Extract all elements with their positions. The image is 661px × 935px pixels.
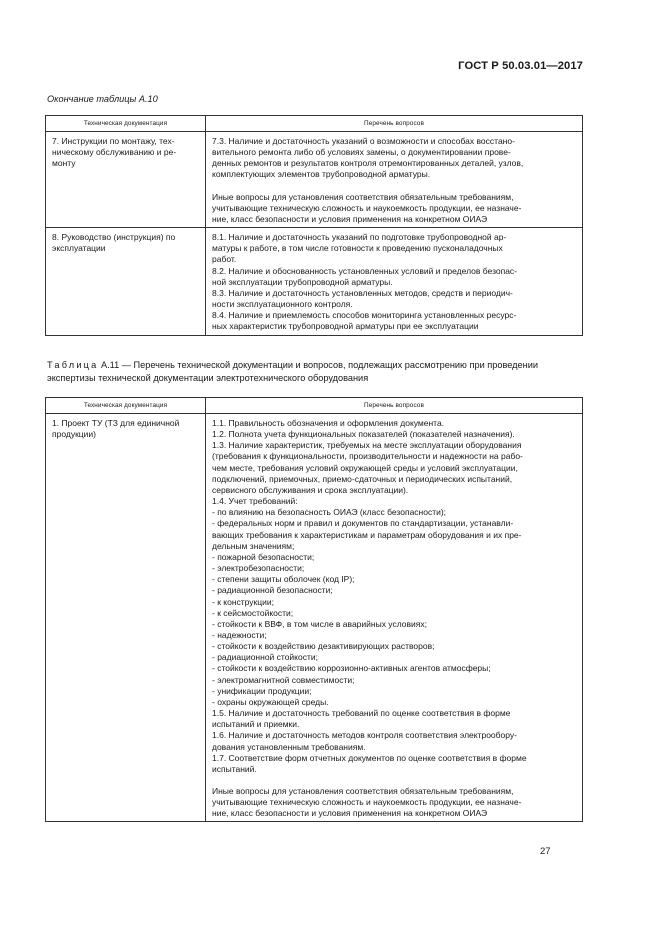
cell-line: работ. bbox=[212, 254, 237, 265]
cell-line: денных ремонтов и результатов контроля отремонтированных деталей, узлов, bbox=[212, 158, 524, 169]
cell-line: сервисного обслуживания и срока эксплуатации). bbox=[212, 484, 409, 495]
paragraph-gap bbox=[212, 775, 576, 786]
table-header-row bbox=[46, 116, 583, 132]
cell-line: - радиационной безопасности; bbox=[212, 585, 333, 596]
cell-line: дования установленным требованиям. bbox=[212, 741, 366, 752]
cell-line: - охраны окружающей среды. bbox=[212, 696, 329, 707]
cell-line: - унификации продукции; bbox=[212, 685, 312, 696]
page-number: 27 bbox=[540, 846, 551, 857]
cell-line: Иные вопросы для установления соответствия обязательным требованиям, bbox=[212, 191, 514, 202]
cell-line: комплектующих элементов трубопроводной арматуры. bbox=[212, 169, 431, 180]
cell-line: чем месте, требования условий окружающей среды и условий эксплуатации, bbox=[212, 462, 518, 473]
cell-line: 8. Руководство (инструкция) по bbox=[52, 232, 176, 243]
table-a11 bbox=[45, 397, 583, 822]
cell-line: - к сейсмостойкости; bbox=[212, 607, 294, 618]
questions-cell bbox=[206, 228, 583, 335]
cell-line: - электромагнитной совместимости; bbox=[212, 674, 355, 685]
cell-line: ническому обслуживанию и ре- bbox=[52, 147, 177, 158]
table-a10-caption: Окончание таблицы А.10 bbox=[47, 94, 158, 104]
caption-label: Таблица bbox=[47, 360, 99, 370]
cell-line: - стойкости к воздействию дезактивирующих растворов; bbox=[212, 641, 435, 652]
cell-line: ности эксплуатационного контроля. bbox=[212, 299, 353, 310]
cell-line: 8.4. Наличие и приемлемость способов мониторинга установленных ресурс- bbox=[212, 310, 517, 321]
cell-line: испытаний. bbox=[212, 763, 257, 774]
cell-line: 1.4. Учет требований: bbox=[212, 496, 298, 507]
table-row bbox=[46, 228, 583, 335]
cell-line: вительного ремонта либо об условиях замены, о документировании прове- bbox=[212, 147, 511, 158]
table-row bbox=[46, 132, 583, 228]
documentation-cell bbox=[46, 132, 206, 228]
column-header-questions: Перечень вопросов bbox=[206, 116, 583, 132]
standard-designation: ГОСТ Р 50.03.01—2017 bbox=[458, 60, 583, 72]
cell-line: - стойкости к воздействию коррозионно-активных агентов атмосферы; bbox=[212, 663, 491, 674]
documentation-cell bbox=[46, 414, 206, 822]
documentation-cell bbox=[46, 228, 206, 335]
cell-line: 1.3. Наличие характеристик, требуемых на месте эксплуатации оборудования bbox=[212, 440, 522, 451]
cell-line: матуры к работе, в том числе готовности к проведению пусконаладочных bbox=[212, 243, 503, 254]
cell-line: - электробезопасности; bbox=[212, 563, 305, 574]
caption-text: А.11 — Перечень технической документации и вопросов, подлежащих рассмотрению при проведении bbox=[98, 360, 538, 370]
cell-line: - по влиянию на безопасность ОИАЭ (класс безопасности); bbox=[212, 507, 447, 518]
cell-line: - федеральных норм и правил и документов по стандартизации, устанавли- bbox=[212, 518, 514, 529]
questions-cell bbox=[206, 414, 583, 822]
cell-line: ных характеристик трубопроводной арматуры при ее эксплуатации bbox=[212, 321, 479, 332]
caption-text-line2: экспертизы технической документации электротехнического оборудования bbox=[47, 372, 369, 383]
cell-line: монту bbox=[52, 158, 76, 169]
table-a10 bbox=[45, 115, 583, 336]
cell-line: - пожарной безопасности; bbox=[212, 551, 315, 562]
cell-line: продукции) bbox=[52, 429, 96, 440]
cell-line: - надежности; bbox=[212, 629, 267, 640]
cell-line: ной эксплуатации трубопроводной арматуры. bbox=[212, 276, 393, 287]
column-header-questions: Перечень вопросов bbox=[206, 398, 583, 414]
cell-line: 1.2. Полнота учета функциональных показателей (показателей назначения). bbox=[212, 429, 515, 440]
cell-line: 8.1. Наличие и достаточность указаний по подготовке трубопроводной ар- bbox=[212, 232, 507, 243]
cell-line: Иные вопросы для установления соответствия обязательным требованиям, bbox=[212, 786, 514, 796]
cell-line: 1.6. Наличие и достаточность методов контроля соответствия электрообору- bbox=[212, 730, 517, 741]
cell-line: дельным значениям; bbox=[212, 540, 295, 551]
cell-line: подключений, приемочных, приемо-сдаточных и периодических испытаний, bbox=[212, 473, 513, 484]
column-header-documentation: Техническая документация bbox=[46, 116, 206, 132]
cell-line: испытаний и приемки. bbox=[212, 719, 300, 730]
cell-line: (требования к функциональности, производительности и надежности на рабо- bbox=[212, 451, 523, 462]
cell-line: учитывающие техническую сложность и наукоемкость продукции, ее назначе- bbox=[212, 797, 522, 808]
table-row bbox=[46, 414, 583, 822]
cell-line: - радиационной стойкости; bbox=[212, 652, 318, 663]
table-header-row bbox=[46, 398, 583, 414]
cell-line: 1. Проект ТУ (ТЗ для единичной bbox=[52, 418, 180, 428]
cell-line: учитывающие техническую сложность и наукоемкость продукции, ее назначе- bbox=[212, 202, 522, 213]
cell-line: ние, класс безопасности и условия применения на конкретном ОИАЭ bbox=[212, 808, 488, 819]
cell-line: 8.2. Наличие и обоснованность установленных условий и пределов безопас- bbox=[212, 265, 518, 276]
questions-cell bbox=[206, 132, 583, 228]
cell-line: 7.3. Наличие и достаточность указаний о возможности и способах восстано- bbox=[212, 136, 515, 146]
cell-line: - к конструкции; bbox=[212, 596, 274, 607]
cell-line: - степени защиты оболочек (код IP); bbox=[212, 574, 355, 585]
cell-line: эксплуатации bbox=[52, 243, 106, 254]
cell-line: 7. Инструкции по монтажу, тех- bbox=[52, 136, 175, 146]
paragraph-gap bbox=[212, 181, 576, 192]
cell-line: ние, класс безопасности и условия применения на конкретном ОИАЭ bbox=[212, 213, 488, 224]
table-a11-caption bbox=[47, 359, 583, 384]
cell-line: 8.3. Наличие и достаточность установленных методов, средств и периодич- bbox=[212, 287, 513, 298]
cell-line: вающих требования к характеристикам и параметрам оборудования и их пре- bbox=[212, 529, 522, 540]
column-header-documentation: Техническая документация bbox=[46, 398, 206, 414]
cell-line: - стойкости к ВВФ, в том числе в аварийных условиях; bbox=[212, 618, 427, 629]
cell-line: 1.5. Наличие и достаточность требований по оценке соответствия в форме bbox=[212, 708, 511, 719]
cell-line: 1.1. Правильность обозначения и оформления документа. bbox=[212, 418, 445, 428]
cell-line: 1.7. Соответствие форм отчетных документов по оценке соответствия в форме bbox=[212, 752, 527, 763]
